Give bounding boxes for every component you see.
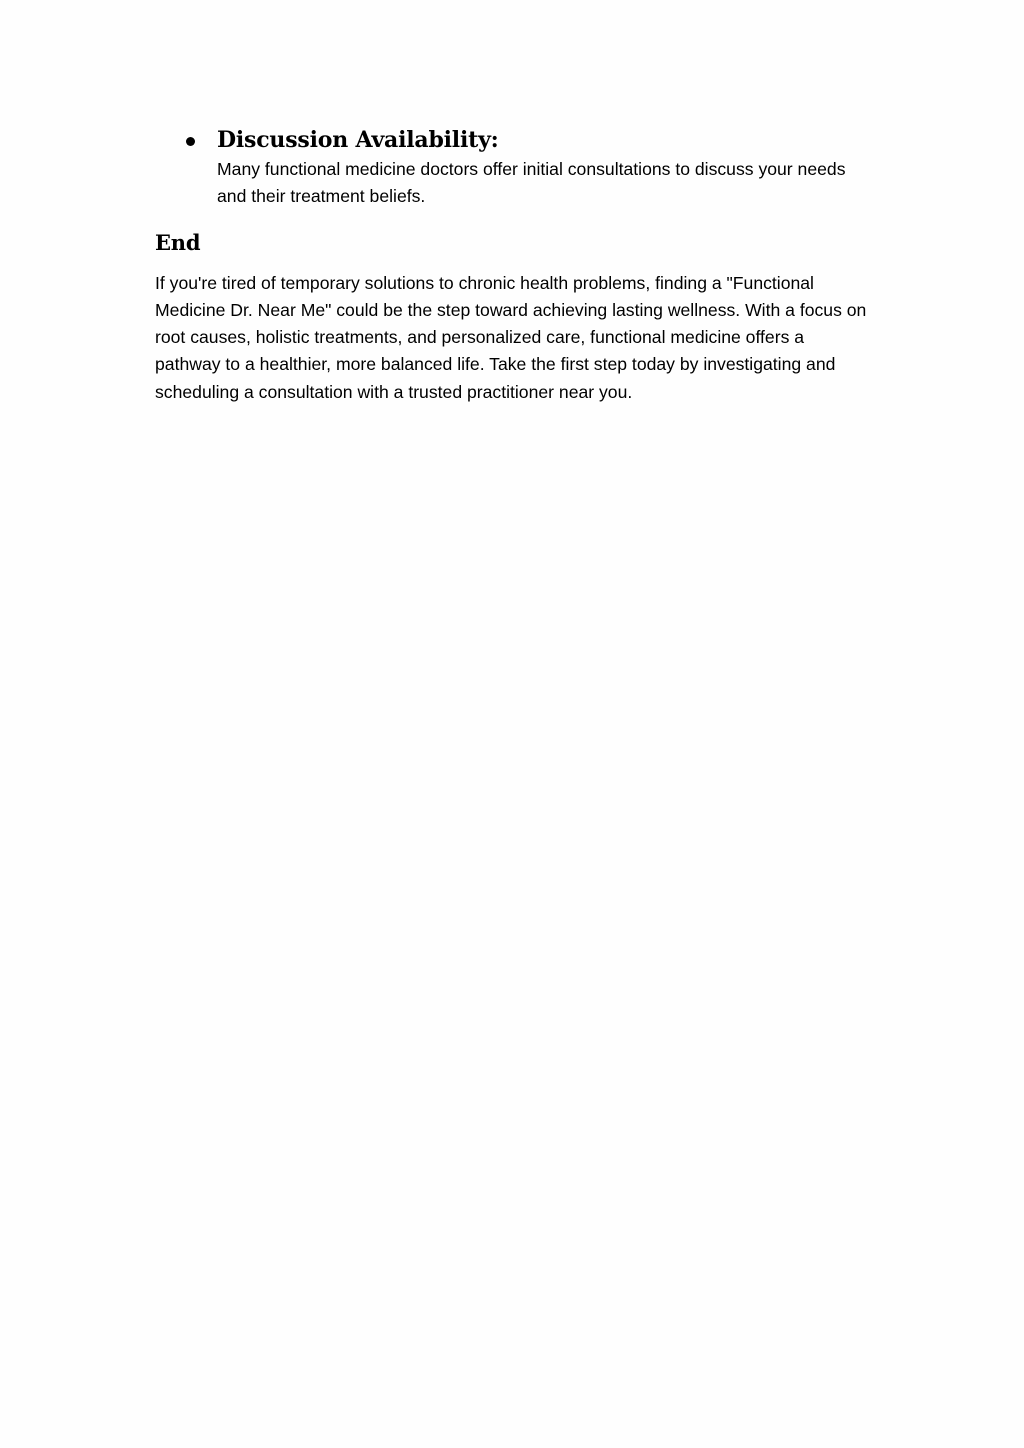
list-item	[155, 124, 870, 211]
section-heading: End	[155, 229, 201, 255]
list-item-title: Discussion Availability:	[217, 127, 499, 153]
bullet-icon	[186, 137, 195, 146]
section-paragraph: If you're tired of temporary solutions to chronic health problems, finding a "Functional Medicine Dr. Near Me" could be the step toward achieving lasting wellness. With a focus on root causes, holistic treatments, and personalized care, functional medicine offers a pathway to a healthier, more balanced life. Take the first step today by investigating and scheduling a consultation with a trusted practitioner near you.	[155, 272, 867, 402]
document-content	[155, 124, 870, 406]
list-item-body: Many functional medicine doctors offer initial consultations to discuss your needs and their treatment beliefs.	[217, 159, 846, 207]
